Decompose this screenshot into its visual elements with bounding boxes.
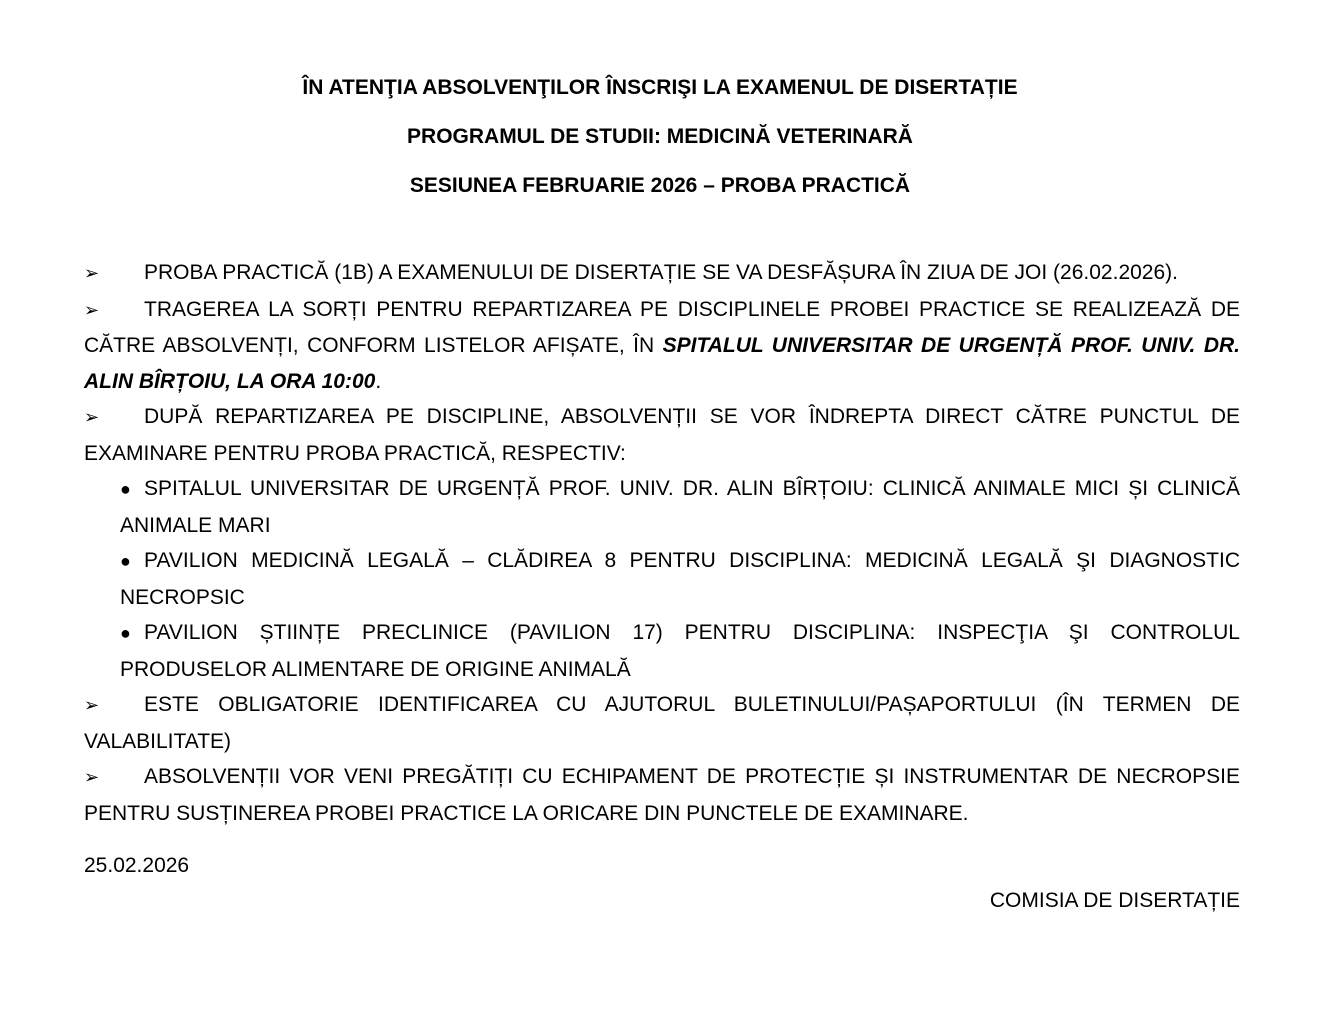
arrow-bullet-icon: ➢ bbox=[84, 407, 100, 428]
header-program: PROGRAMUL DE STUDII: MEDICINĂ VETERINARĂ bbox=[407, 125, 913, 148]
announcement-item-identification bbox=[84, 687, 1240, 759]
announcement-item-equipment bbox=[84, 759, 1240, 831]
announcement-item-distribution bbox=[84, 399, 1240, 471]
item-text: DUPĂ REPARTIZAREA PE DISCIPLINE, ABSOLVENȚII SE VOR ÎNDREPTA DIRECT CĂTRE PUNCTUL DE EXAMINARE PENTRU PROBA PRACTICĂ, RESPECTIV: bbox=[84, 405, 1240, 465]
announcement-item-date bbox=[84, 255, 1240, 292]
location-item bbox=[120, 543, 1240, 615]
dot-bullet-icon: ● bbox=[120, 623, 131, 643]
header-title: ÎN ATENŢIA ABSOLVENŢILOR ÎNSCRIŞI LA EXAMENUL DE DISERTAȚIE bbox=[302, 76, 1018, 99]
document-header bbox=[0, 72, 1320, 219]
document-date: 25.02.2026 bbox=[84, 854, 190, 877]
item-text: PROBA PRACTICĂ (1B) A EXAMENULUI DE DISERTAȚIE SE VA DESFĂȘURA ÎN ZIUA DE JOI (26.02.2026). bbox=[144, 261, 1178, 284]
location-item bbox=[120, 615, 1240, 687]
item-text: TRAGEREA LA SORȚI PENTRU REPARTIZAREA PE DISCIPLINELE PROBEI PRACTICE SE REALIZEAZĂ DE CĂTRE ABSOLVENȚI, CONFORM LISTELOR AFIȘATE, ÎN bbox=[84, 297, 1240, 357]
item-text: ESTE OBLIGATORIE IDENTIFICAREA CU AJUTORUL BULETINULUI/PAȘAPORTULUI (ÎN TERMEN DE VALABILITATE) bbox=[84, 693, 1240, 753]
dot-bullet-icon: ● bbox=[120, 479, 131, 499]
item-text-end: . bbox=[375, 369, 382, 393]
arrow-bullet-icon: ➢ bbox=[84, 263, 100, 284]
location-item bbox=[120, 471, 1240, 543]
dot-bullet-icon: ● bbox=[120, 551, 131, 571]
location-text: SPITALUL UNIVERSITAR DE URGENȚĂ PROF. UNIV. DR. ALIN BÎRȚOIU: CLINICĂ ANIMALE MICI ȘI CLINICĂ ANIMALE MARI bbox=[120, 477, 1240, 537]
header-session: SESIUNEA FEBRUARIE 2026 – PROBA PRACTICĂ bbox=[409, 174, 911, 197]
arrow-bullet-icon: ➢ bbox=[84, 695, 100, 716]
arrow-bullet-icon: ➢ bbox=[84, 767, 100, 788]
arrow-bullet-icon: ➢ bbox=[84, 299, 100, 321]
announcement-item-draw bbox=[84, 292, 1240, 400]
announcement-body bbox=[84, 255, 1240, 831]
location-text: PAVILION MEDICINĂ LEGALĂ – CLĂDIREA 8 PENTRU DISCIPLINA: MEDICINĂ LEGALĂ ŞI DIAGNOSTIC NECROPSIC bbox=[120, 549, 1240, 609]
document-signature: COMISIA DE DISERTAȚIE bbox=[989, 889, 1240, 912]
location-text: PAVILION ȘTIINȚE PRECLINICE (PAVILION 17) PENTRU DISCIPLINA: INSPECŢIA ŞI CONTROLUL PRODUSELOR ALIMENTARE DE ORIGINE ANIMALĂ bbox=[120, 621, 1240, 681]
item-emphasis-location: SPITALUL UNIVERSITAR DE URGENȚĂ PROF. UNIV. DR. ALIN BÎRȚOIU, LA ORA 10:00 bbox=[84, 334, 1240, 393]
item-text: ABSOLVENȚII VOR VENI PREGĂTIȚI CU ECHIPAMENT DE PROTECȚIE ȘI INSTRUMENTAR DE NECROPSIE PENTRU SUSȚINEREA PROBEI PRACTICE LA ORICARE DIN PUNCTELE DE EXAMINARE. bbox=[84, 765, 1240, 825]
